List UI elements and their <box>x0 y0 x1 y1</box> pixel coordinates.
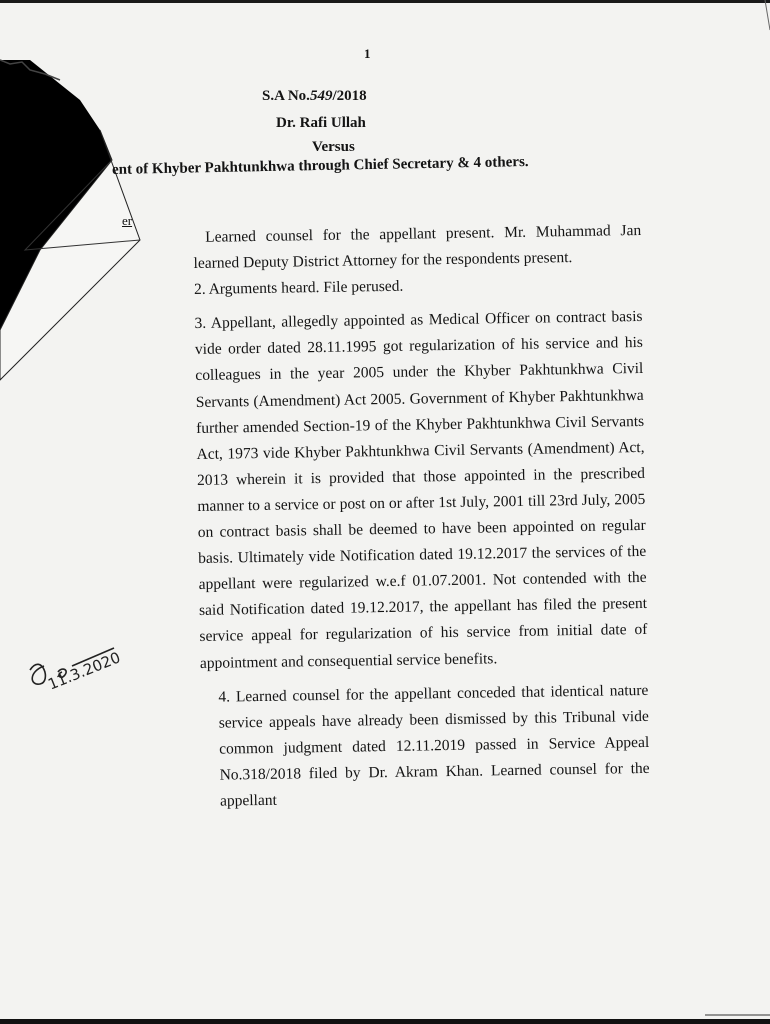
margin-fragment: er <box>122 213 133 228</box>
handwritten-date: 11.3.2020 <box>45 648 123 694</box>
order-body <box>193 218 650 815</box>
case-number <box>262 88 367 105</box>
versus-label: Versus <box>312 139 355 155</box>
respondent-line: ent of Khyber Pakhtunkhwa through Chief Secretary & 4 others. <box>111 154 529 178</box>
appellant-name: Dr. Rafi Ullah <box>276 115 366 131</box>
paragraph-2: 2. Arguments heard. File perused. <box>193 277 404 299</box>
case-number-value: 549 <box>309 88 333 104</box>
paragraph-1: Learned counsel for the appellant present. Mr. Muhammad Jan learned Deputy District Attorney for the respondents present. <box>193 221 642 273</box>
case-number-year: /2018 <box>332 88 367 104</box>
paragraph-3: 3. Appellant, allegedly appointed as Medical Officer on contract basis vide order dated 28.11.1995 got regularization of his service and his colleagues in the year 2005 under the Khyber Pakhtunkhwa Civil Servants (Amendment) Act 2005. Government of Khyber Pakhtunkhwa further amended Section-19 of the Khyber Pakhtunkhwa Civil Servants Act, 1973 vide Khyber Pakhtunkhwa Civil Servants (Amendment) Act, 2013 wherein it is provided that those appointed in the prescribed manner to a service or post on or after 1st July, 2001 till 23rd July, 2005 on contract basis shall be deemed to have been appointed on regular basis. Ultimately vide Notification dated 19.12.2017 the services of the appellant were regularized w.e.f 01.07.2001. Not contended with the said Notification dated 19.12.2017, the appellant has filed the present service appeal for regularization of his service from initial date of appointment and consequential service benefits. <box>194 308 648 672</box>
page-number: 1 <box>364 46 371 61</box>
paragraph-4: 4. Learned counsel for the appellant conceded that identical nature service appeals have already been dismissed by this Tribunal vide common judgment dated 12.11.2019 passed in Service Appeal No.318/2018 filed by Dr. Akram Khan. Learned counsel for the appellant <box>218 681 650 810</box>
case-number-prefix: S.A No. <box>262 88 310 104</box>
